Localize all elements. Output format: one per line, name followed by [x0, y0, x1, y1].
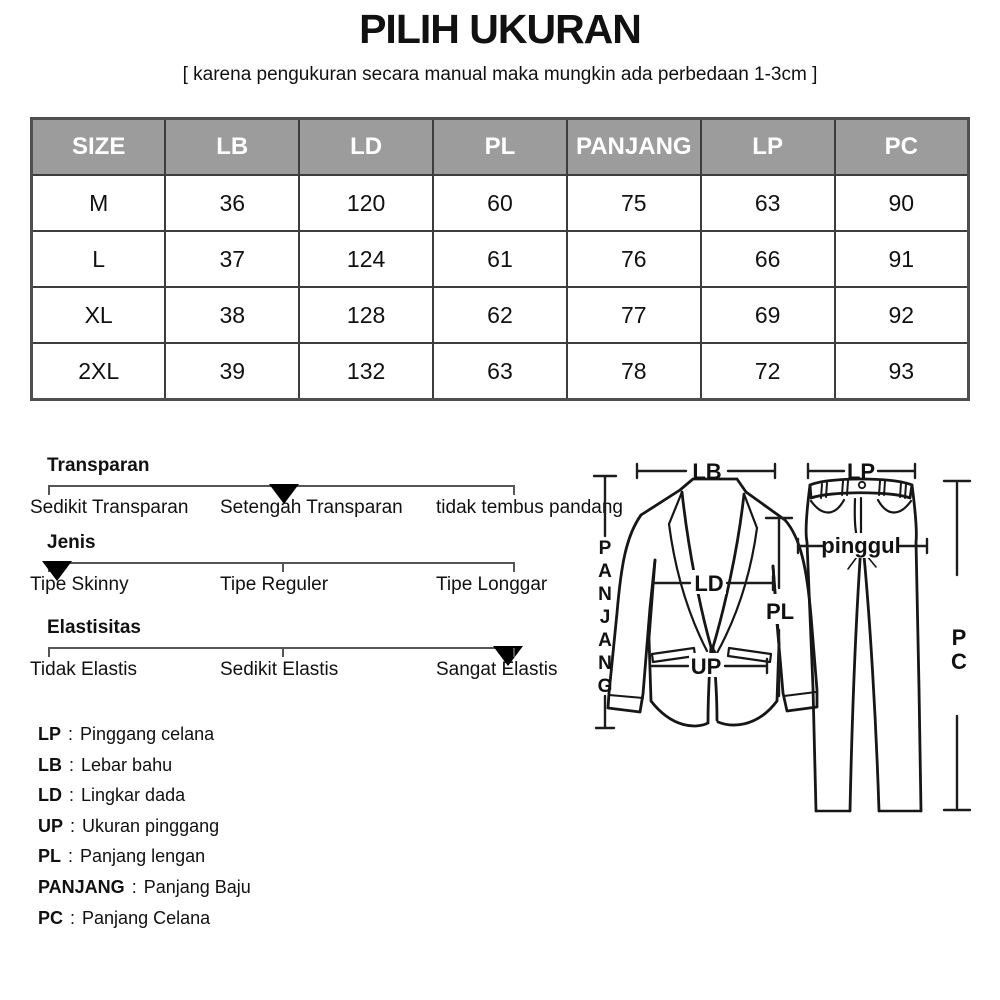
table-cell: 92 — [835, 287, 969, 343]
table-cell: 38 — [165, 287, 299, 343]
legend-abbr: LB — [38, 754, 62, 775]
legend-item-up — [38, 811, 251, 842]
scale-jenis — [30, 532, 610, 622]
legend-desc: Lebar bahu — [81, 754, 173, 775]
legend-item-panjang — [38, 872, 251, 903]
legend-item-lb — [38, 750, 251, 781]
scale-label-right: Sangat Elastis — [436, 659, 558, 680]
size-label: L — [32, 231, 166, 287]
legend-abbr: PC — [38, 907, 64, 928]
table-row-m — [32, 175, 969, 231]
panjang-letter: N — [598, 653, 612, 674]
column-header-lp: LP — [701, 119, 835, 176]
table-row-l — [32, 231, 969, 287]
table-cell: 93 — [835, 343, 969, 400]
table-cell: 78 — [567, 343, 701, 400]
column-header-panjang: PANJANG — [567, 119, 701, 176]
table-cell: 37 — [165, 231, 299, 287]
scale-track — [48, 647, 515, 649]
column-header-pc: PC — [835, 119, 969, 176]
scale-label-middle: Tipe Reguler — [220, 574, 329, 595]
table-row-2xl — [32, 343, 969, 400]
table-cell: 36 — [165, 175, 299, 231]
legend-abbr: UP — [38, 815, 64, 836]
column-header-size: SIZE — [32, 119, 166, 176]
legend-separator: : — [68, 846, 74, 867]
up-label: UP — [690, 654, 722, 679]
legend-separator: : — [69, 754, 75, 775]
pl-label: PL — [765, 599, 795, 624]
legend-item-pc — [38, 903, 251, 934]
scale-mid-tick — [282, 648, 284, 657]
table-cell: 63 — [433, 343, 567, 400]
legend-separator: : — [69, 785, 75, 806]
pinggul-label: pinggul — [821, 533, 901, 558]
legend-item-pl — [38, 841, 251, 872]
table-cell: 124 — [299, 231, 433, 287]
measurement-diagram — [560, 438, 1000, 878]
table-cell: 61 — [433, 231, 567, 287]
lb-label: LB — [692, 459, 722, 484]
table-cell: 72 — [701, 343, 835, 400]
size-label: 2XL — [32, 343, 166, 400]
subtitle: [ karena pengukuran secara manual maka mungkin ada perbedaan 1-3cm ] — [182, 64, 818, 85]
legend-item-lp — [38, 719, 251, 750]
column-header-ld: LD — [299, 119, 433, 176]
panjang-letter: A — [598, 561, 612, 582]
scale-title: Elastisitas — [47, 617, 141, 638]
table-row-xl — [32, 287, 969, 343]
lp-label: LP — [846, 459, 876, 484]
legend-abbr: LP — [38, 724, 62, 744]
scale-label-middle: Setengah Transparan — [220, 497, 403, 518]
legend-desc: Lingkar dada — [81, 785, 186, 806]
scale-elastisitas — [30, 617, 610, 707]
size-table-header — [32, 119, 969, 176]
legend-abbr: LD — [38, 785, 62, 806]
table-cell: 75 — [567, 175, 701, 231]
table-cell: 128 — [299, 287, 433, 343]
panjang-letter: P — [598, 538, 612, 559]
scale-mid-tick — [282, 563, 284, 572]
pc-letter: C — [951, 649, 967, 674]
table-cell: 120 — [299, 175, 433, 231]
scale-label-left: Tidak Elastis — [30, 659, 137, 680]
scale-label-right: Tipe Longgar — [436, 574, 548, 595]
table-cell: 90 — [835, 175, 969, 231]
scale-track — [48, 485, 515, 487]
legend-separator: : — [131, 876, 137, 897]
legend-desc: Panjang lengan — [80, 846, 206, 867]
table-cell: 62 — [433, 287, 567, 343]
legend-separator: : — [70, 907, 76, 928]
panjang-letter: G — [597, 676, 613, 697]
abbreviation-legend — [38, 719, 251, 933]
table-cell: 76 — [567, 231, 701, 287]
scale-title: Jenis — [47, 532, 96, 553]
pc-letter: P — [951, 625, 967, 650]
column-header-pl: PL — [433, 119, 567, 176]
legend-separator: : — [68, 724, 74, 744]
size-label: M — [32, 175, 166, 231]
pc-vertical-label — [951, 625, 967, 674]
legend-separator: : — [70, 815, 76, 836]
scale-title: Transparan — [47, 455, 150, 476]
size-table — [30, 117, 970, 401]
table-cell: 77 — [567, 287, 701, 343]
legend-desc: Ukuran pinggang — [82, 815, 220, 836]
scale-track — [48, 562, 515, 564]
scale-label-left: Sedikit Transparan — [30, 497, 189, 518]
scale-label-middle: Sedikit Elastis — [220, 659, 339, 680]
legend-desc: Panjang Celana — [82, 907, 211, 928]
table-cell: 132 — [299, 343, 433, 400]
panjang-letter: J — [599, 607, 611, 628]
panjang-letter: A — [598, 630, 612, 651]
pants-drawing — [806, 479, 921, 811]
column-header-lb: LB — [165, 119, 299, 176]
page-title: PILIH UKURAN — [359, 6, 641, 52]
size-label: XL — [32, 287, 166, 343]
ld-label: LD — [694, 571, 724, 596]
table-cell: 63 — [701, 175, 835, 231]
table-cell: 39 — [165, 343, 299, 400]
legend-item-ld — [38, 780, 251, 811]
table-cell: 69 — [701, 287, 835, 343]
scale-label-left: Tipe Skinny — [30, 574, 129, 595]
panjang-letter: N — [598, 584, 612, 605]
table-cell: 91 — [835, 231, 969, 287]
scale-label-right: tidak tembus pandang — [436, 497, 623, 518]
table-cell: 66 — [701, 231, 835, 287]
table-cell: 60 — [433, 175, 567, 231]
legend-abbr: PANJANG — [38, 876, 125, 897]
legend-desc: Panjang Baju — [143, 876, 251, 897]
panjang-vertical-label — [598, 538, 613, 697]
legend-desc: Pinggang celana — [80, 724, 215, 744]
legend-abbr: PL — [38, 846, 62, 867]
